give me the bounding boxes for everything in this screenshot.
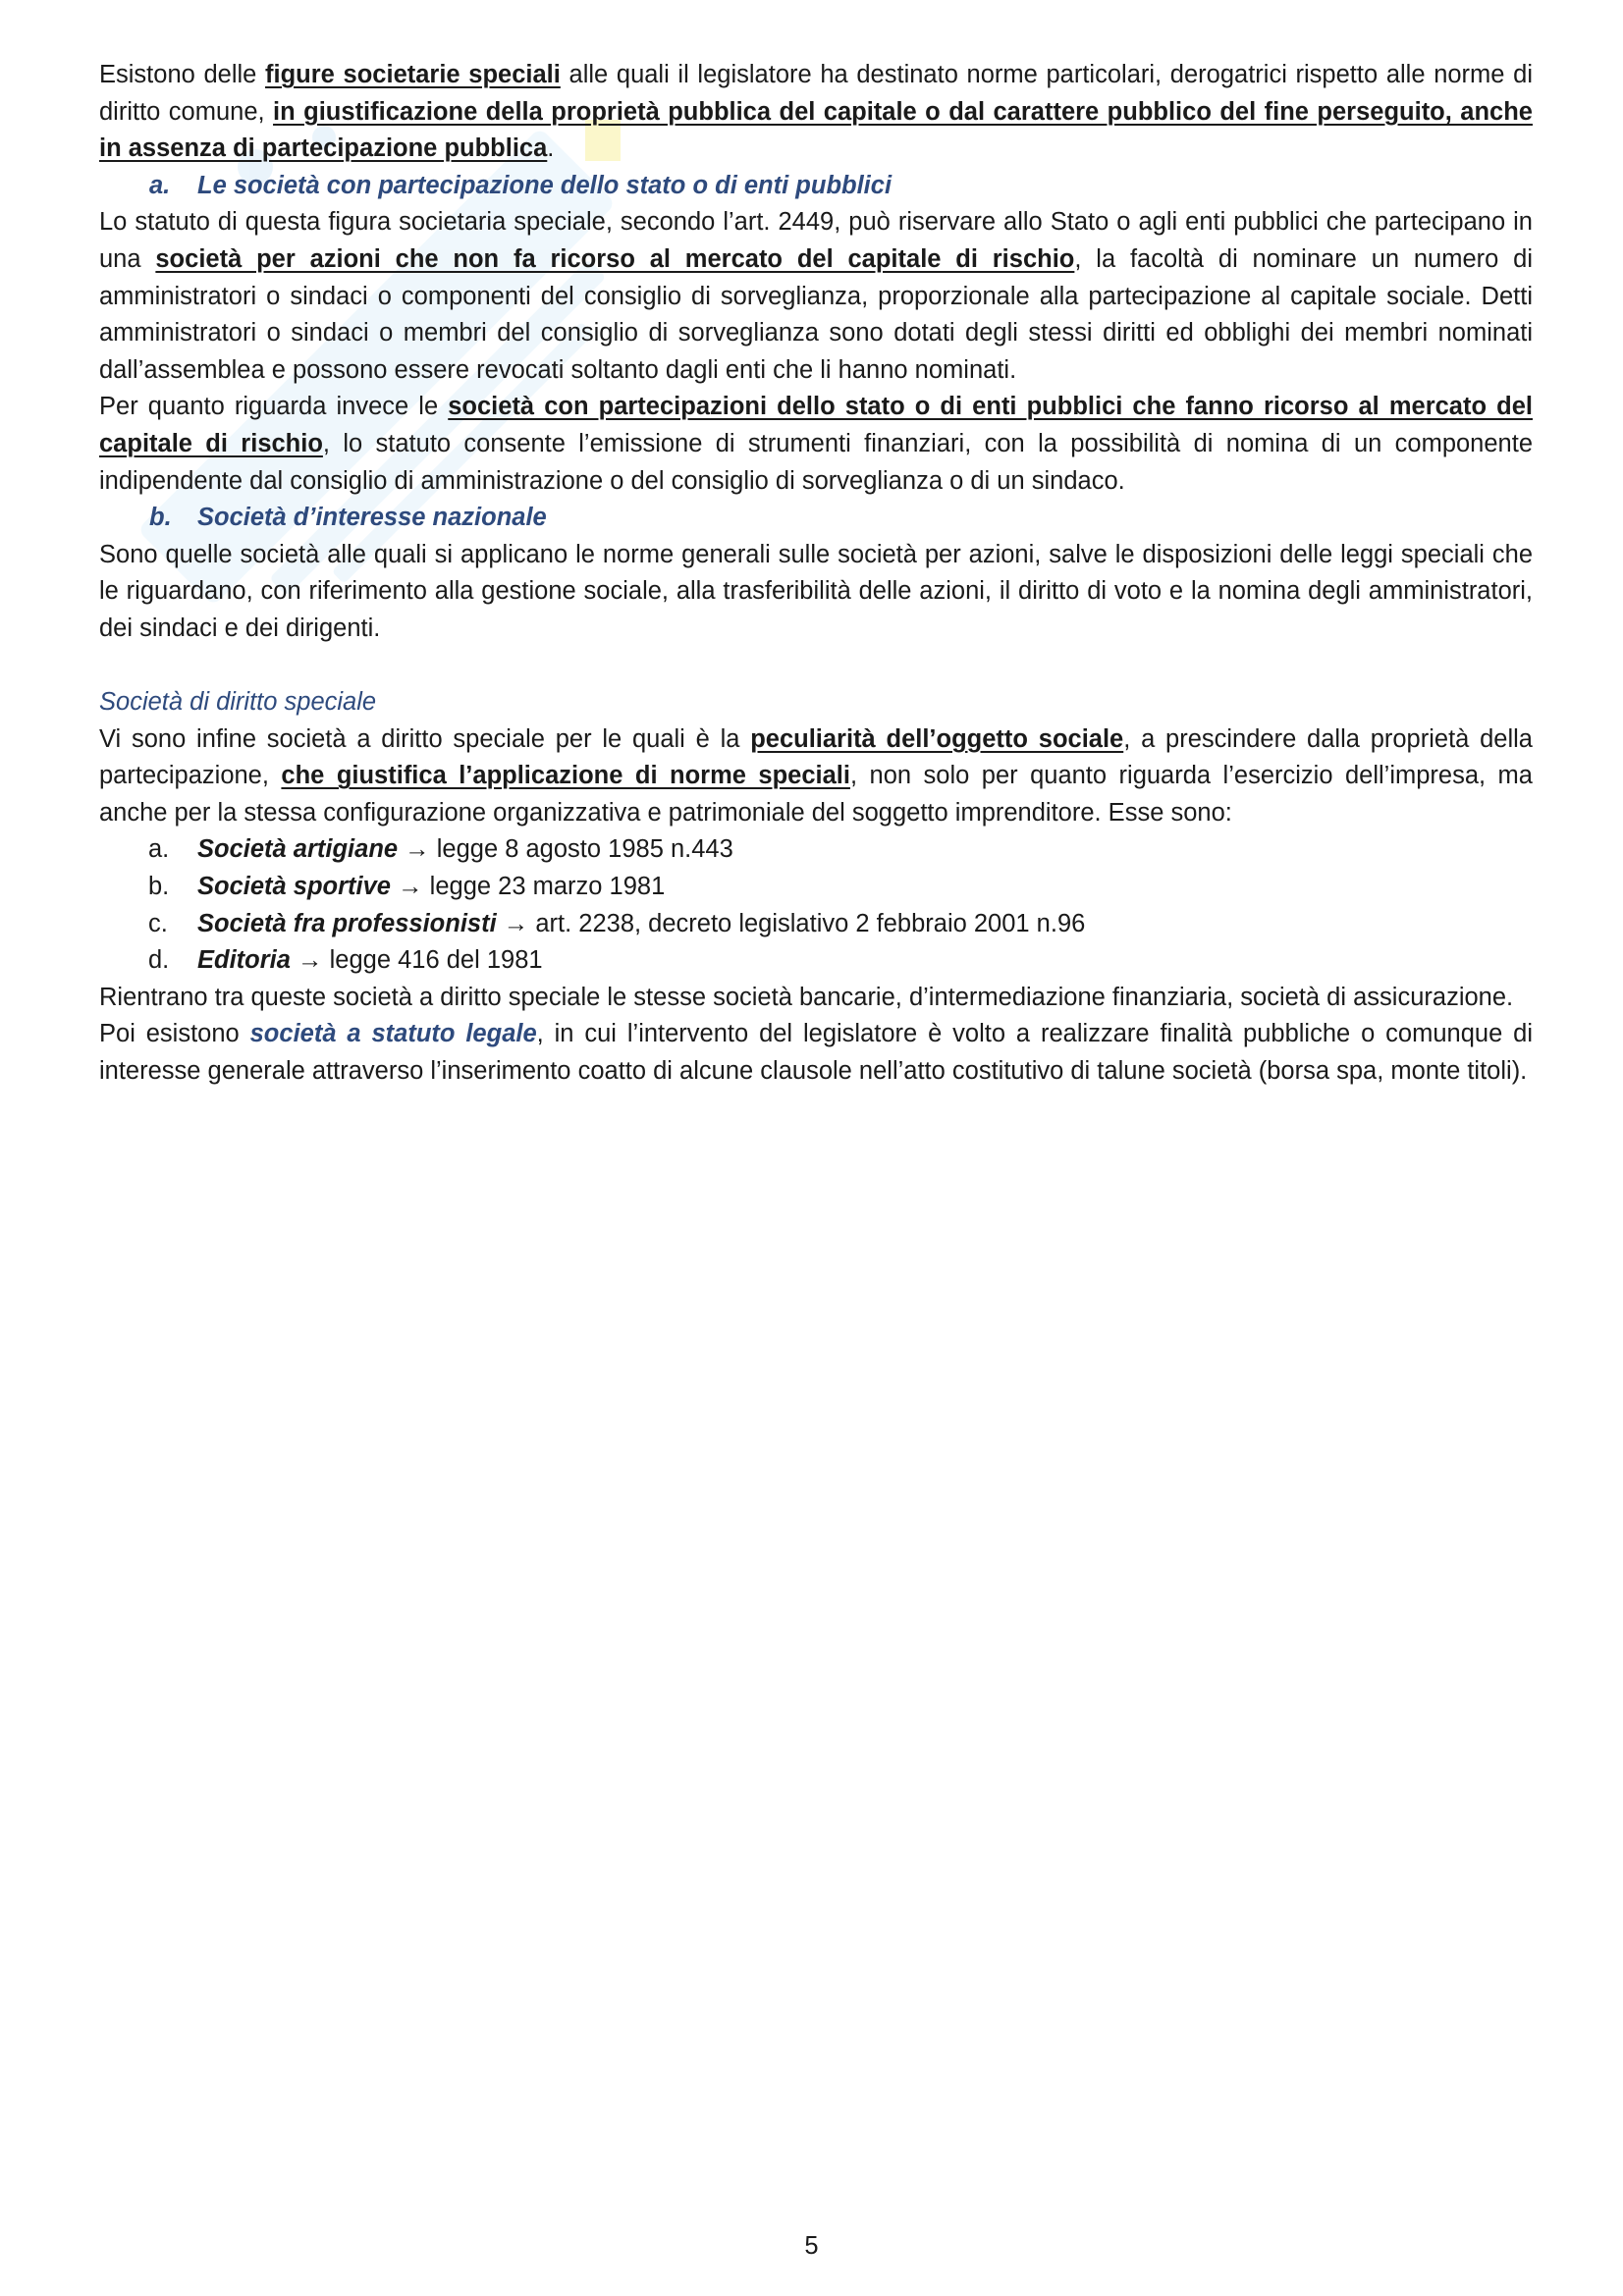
section-a-paragraph-1 — [99, 204, 1533, 389]
special-p1-text-1: Vi sono infine società a diritto speciale per le quali è la — [99, 724, 751, 753]
spacer — [99, 648, 1533, 685]
special-list — [99, 831, 1533, 979]
section-a-p1-text-2: , la facoltà di nominare un numero di amministratori o sindaci o componenti del consiglio di sorveglianza, proporzionale alla partecipazione al capitale sociale. Detti amministratori o sindaci o membri del consiglio di sorveglianza sono dotati degli stessi diritti ed obblighi dei membri nominati dall’assemblea e possono essere revocati soltanto dagli enti che li hanno nominati. — [99, 244, 1533, 384]
special-paragraph-1 — [99, 721, 1533, 832]
intro-paragraph — [99, 57, 1533, 168]
section-a-p1-key-term: società per azioni che non fa ricorso al mercato del capitale di rischio — [155, 244, 1075, 273]
document-body — [99, 57, 1533, 1091]
special-p3-key-term: società a statuto legale — [249, 1020, 537, 1048]
special-p1-text-2: , a prescindere dalla proprietà della partecipazione, — [99, 724, 1533, 790]
list-item-label: c. — [148, 909, 168, 937]
section-b-label: b. — [149, 504, 172, 532]
list-item-name: Società sportive — [197, 873, 391, 901]
section-a-p2-text-2: , lo statuto consente l’emissione di strumenti finanziari, con la possibilità di nomina di un componente indipendente dal consiglio di amministrazione o del consiglio di sorveglianza o di un sindaco. — [99, 429, 1533, 495]
special-p1-text-3: , non solo per quanto riguarda l’esercizio dell’impresa, ma anche per la stessa configurazione organizzativa e patrimoniale del soggetto imprenditore. Esse sono: — [99, 762, 1533, 827]
list-item-label: b. — [148, 873, 170, 901]
list-item-ref: legge 8 agosto 1985 n.443 — [429, 835, 733, 864]
arrow-right-icon: → — [503, 909, 529, 937]
special-paragraph-3 — [99, 1016, 1533, 1090]
list-item-label: a. — [148, 835, 170, 864]
special-p1-key-term-2: che giustifica l’applicazione di norme speciali — [281, 762, 850, 790]
page-number: 5 — [804, 2232, 819, 2260]
intro-text-3: . — [547, 134, 555, 163]
special-p1-key-term-1: peculiarità dell’oggetto sociale — [750, 724, 1124, 753]
section-a-p2-text-1: Per quanto riguarda invece le — [99, 393, 449, 421]
list-item — [99, 869, 1533, 906]
list-item-name: Società fra professionisti — [197, 909, 497, 937]
special-p3-text-1: Poi esistono — [99, 1020, 250, 1048]
arrow-right-icon: → — [298, 946, 323, 975]
section-a-paragraph-2 — [99, 389, 1533, 500]
arrow-right-icon: → — [405, 835, 430, 864]
list-item-ref: legge 416 del 1981 — [322, 946, 543, 975]
list-item — [99, 942, 1533, 980]
intro-text-1: Esistono delle — [99, 61, 266, 88]
intro-text-2: alle quali il legislatore ha destinato norme particolari, derogatrici rispetto alle norme di diritto comune, — [99, 61, 1533, 126]
list-item-name: Editoria — [197, 946, 291, 975]
intro-key-term-2: in giustificazione della proprietà pubblica del capitale o dal carattere pubblico del fine perseguito, anche in assenza di partecipazione pubblica — [99, 97, 1533, 163]
section-b-title: Società d’interesse nazionale — [197, 504, 547, 532]
section-a-heading — [99, 168, 1533, 205]
section-b-heading — [99, 500, 1533, 537]
list-item-name: Società artigiane — [197, 835, 399, 864]
section-a-p2-key-term: società con partecipazioni dello stato o di enti pubblici che fanno ricorso al mercato del capitale di rischio — [99, 393, 1533, 457]
intro-key-term-1: figure societarie speciali — [265, 61, 561, 88]
section-a-label: a. — [149, 171, 171, 199]
arrow-right-icon: → — [398, 873, 423, 901]
special-heading: Società di diritto speciale — [99, 688, 377, 717]
list-item-ref: art. 2238, decreto legislativo 2 febbraio 2001 n.96 — [528, 909, 1086, 937]
special-p3-text-2: , in cui l’intervento del legislatore è volto a realizzare finalità pubbliche o comunque di interesse generale attraverso l’inserimento coatto di alcune clausole nell’atto costitutivo di talune società (borsa spa, monte titoli). — [99, 1020, 1533, 1086]
special-paragraph-2: Rientrano tra queste società a diritto speciale le stesse società bancarie, d’intermediazione finanziaria, società di assicurazione. — [99, 983, 1514, 1011]
section-a-p1-text-1: Lo statuto di questa figura societaria speciale, secondo l’art. 2449, può riservare allo Stato o agli enti pubblici che partecipano in una — [99, 208, 1533, 273]
section-b-paragraph: Sono quelle società alle quali si applicano le norme generali sulle società per azioni, salve le disposizioni delle leggi speciali che le riguardano, con riferimento alla gestione sociale, alla trasferibilità delle azioni, il diritto di voto e la nomina degli amministratori, dei sindaci e dei dirigenti. — [99, 540, 1533, 642]
list-item-ref: legge 23 marzo 1981 — [422, 873, 666, 901]
list-item — [99, 906, 1533, 943]
section-a-title: Le società con partecipazione dello stato o di enti pubblici — [197, 171, 893, 199]
list-item-label: d. — [148, 946, 170, 975]
list-item — [99, 831, 1533, 869]
